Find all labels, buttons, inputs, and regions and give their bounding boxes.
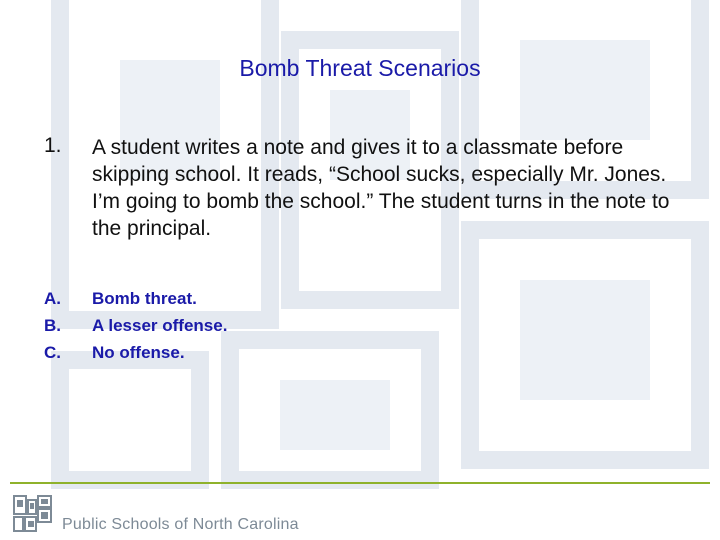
- answer-text: A lesser offense.: [92, 316, 228, 335]
- answer-text: Bomb threat.: [92, 289, 197, 308]
- answer-letter: C.: [44, 343, 61, 362]
- footer-divider: [10, 482, 710, 484]
- answer-option-c: [44, 339, 227, 366]
- nc-schools-logo-icon: [12, 494, 54, 534]
- question-number: 1.: [44, 134, 62, 157]
- footer-organization: Public Schools of North Carolina: [62, 516, 299, 533]
- question-text: A student writes a note and gives it to a classmate before skipping school. It reads, “School sucks, especially Mr. Jones. I’m going to bomb the school.” The student turns in the note to the principal.: [92, 136, 670, 240]
- slide-title-text: Bomb Threat Scenarios: [239, 55, 481, 81]
- slide-title: [0, 55, 720, 82]
- answer-option-b: [44, 312, 227, 339]
- answer-letter: B.: [44, 316, 61, 335]
- answer-list: [44, 285, 227, 366]
- answer-text: No offense.: [92, 343, 185, 362]
- answer-letter: A.: [44, 289, 61, 308]
- answer-option-a: [44, 285, 227, 312]
